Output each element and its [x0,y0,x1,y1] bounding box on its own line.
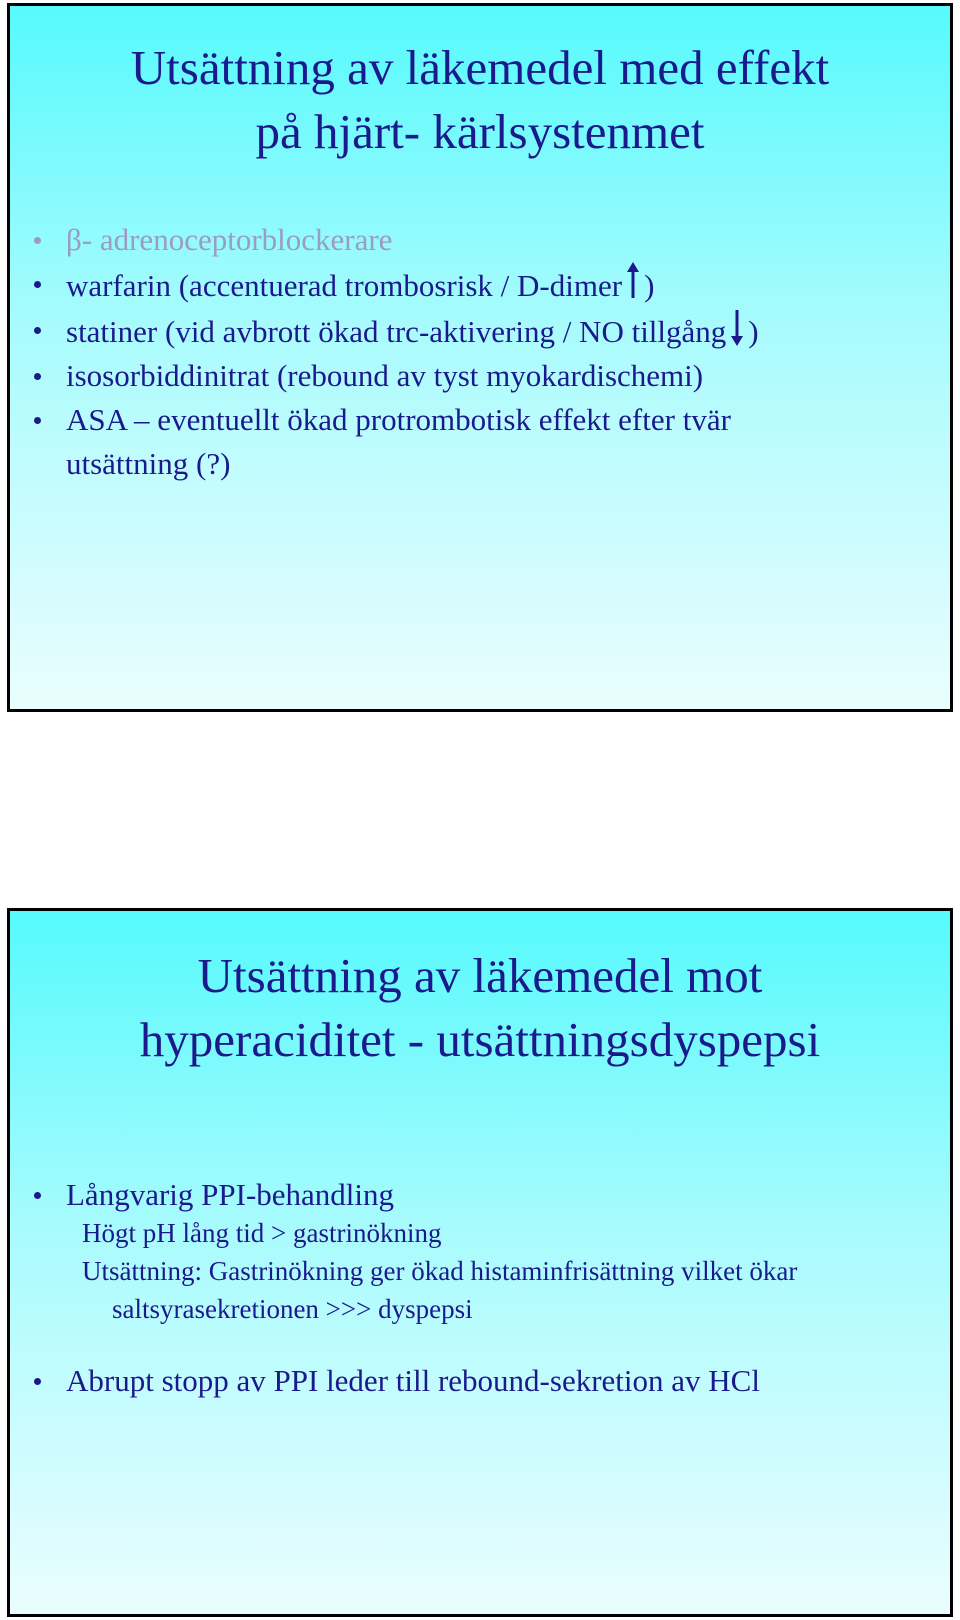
sub-text-discontinuation: Utsättning: Gastrinökning ger ökad histaminfrisättning vilket ökar [82,1256,798,1286]
bullet-asa: ASA – eventuellt ökad protrombotisk effekt efter tvär utsättning (?) [32,398,940,486]
title-line-1: Utsättning av läkemedel med effekt [130,40,830,95]
bullet-ppi-abrupt-stop: Abrupt stopp av PPI leder till rebound-sekretion av HCl [32,1359,940,1403]
bullet-statins: statiner (vid avbrott ökad trc-aktivering / NO tillgång ) [32,308,940,354]
sub-text-dyspepsia: saltsyrasekretionen >>> dyspepsi [112,1294,473,1324]
bullet-list [32,1173,940,1217]
slide-cardiovascular [7,3,953,712]
bullet-isosorbide: isosorbiddinitrat (rebound av tyst myokardischemi) [32,354,940,398]
title-line-1: Utsättning av läkemedel mot [197,948,763,1003]
slide-title [10,36,950,164]
title-line-2: på hjärt- kärlsystenmet [255,104,705,159]
arrow-up-icon [626,262,640,300]
bullet-beta-blockers: β- adrenoceptorblockerare [32,218,940,262]
slide-title [10,944,950,1072]
bullet-ppi-long-term: Långvarig PPI-behandling [32,1173,940,1217]
arrow-down-icon [730,308,744,346]
slide-hyperacidity [7,908,953,1617]
bullet-list [32,218,940,486]
bullet-list-2 [32,1359,940,1403]
sub-text-high-ph: Högt pH lång tid > gastrinökning [82,1218,442,1248]
bullet-warfarin: warfarin (accentuerad trombosrisk / D-dimer ) [32,262,940,308]
title-line-2: hyperaciditet - utsättningsdyspepsi [139,1012,821,1067]
